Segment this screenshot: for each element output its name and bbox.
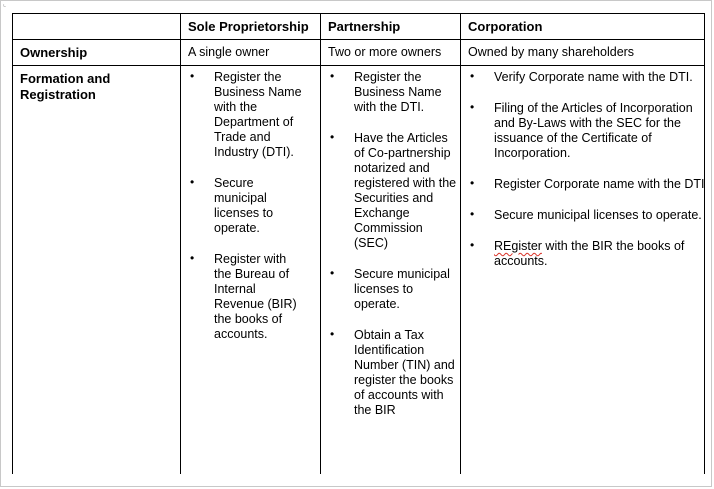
list-item-text: Register Corporate name with the DTI xyxy=(494,177,705,191)
list-item xyxy=(188,252,320,342)
list-item-text: Register with the Bureau of Internal Revenue (BIR) the books of accounts. xyxy=(214,252,297,341)
list-item xyxy=(468,177,704,192)
corporation-requirements-list xyxy=(468,66,704,269)
list-item xyxy=(188,70,320,160)
bullet-icon: • xyxy=(190,251,195,265)
list-item xyxy=(328,328,460,418)
bullet-icon: • xyxy=(330,327,335,341)
misspelled-word: REgister xyxy=(494,239,542,253)
bullet-icon: • xyxy=(470,207,475,221)
list-item xyxy=(468,239,704,269)
formation-corporation-cell xyxy=(461,66,705,475)
list-item-text: Obtain a Tax Identification Number (TIN) and register the books of accounts with the BIR xyxy=(354,328,455,417)
formation-row xyxy=(13,66,705,475)
list-item-text: Register the Business Name with the Department of Trade and Industry (DTI). xyxy=(214,70,302,159)
list-item-text xyxy=(494,239,708,269)
ownership-label-cell xyxy=(13,40,181,66)
bullet-icon: • xyxy=(190,175,195,189)
bullet-icon: • xyxy=(470,176,475,190)
bullet-icon: • xyxy=(330,266,335,280)
header-row xyxy=(13,14,705,40)
formation-partnership-cell xyxy=(321,66,461,475)
ownership-label: Ownership xyxy=(20,45,88,60)
bullet-icon: • xyxy=(470,238,475,252)
bullet-icon: • xyxy=(470,100,475,114)
formation-sole-cell xyxy=(181,66,321,475)
ownership-partnership-cell: Two or more owners xyxy=(321,40,461,66)
list-item-text: Verify Corporate name with the DTI. xyxy=(494,70,693,84)
list-item-text: Secure municipal licenses to operate. xyxy=(214,176,274,235)
ownership-corporation-cell: Owned by many shareholders xyxy=(461,40,705,66)
list-item xyxy=(328,131,460,251)
bullet-icon: • xyxy=(190,69,195,83)
header-cell-sole-proprietorship: Sole Proprietorship xyxy=(181,14,321,40)
bullet-icon: • xyxy=(330,69,335,83)
list-item xyxy=(468,70,704,85)
corner-marker: ⌞ xyxy=(3,1,7,8)
list-item-text: Have the Articles of Co-partnership notarized and registered with the Securities and Exchange Commission (SEC) xyxy=(354,131,457,250)
list-item xyxy=(468,101,704,161)
bullet-icon: • xyxy=(330,130,335,144)
bullet-icon: • xyxy=(470,69,475,83)
list-item-text-rest: with the BIR the books of accounts. xyxy=(494,239,685,268)
list-item xyxy=(328,70,460,115)
list-item-text: Register the Business Name with the DTI. xyxy=(354,70,442,114)
ownership-row xyxy=(13,40,705,66)
formation-label: Formation and Registration xyxy=(20,71,111,102)
header-cell-partnership: Partnership xyxy=(321,14,461,40)
list-item-text: Filing of the Articles of Incorporation and By-Laws with the SEC for the issuance of the Certificate of Incorporation. xyxy=(494,101,693,160)
list-item xyxy=(188,176,320,236)
ownership-sole-cell: A single owner xyxy=(181,40,321,66)
partnership-requirements-list xyxy=(328,66,460,418)
header-cell-empty xyxy=(13,14,181,40)
list-item-text: Secure municipal licenses to operate. xyxy=(494,208,702,222)
comparison-table xyxy=(12,13,705,474)
sole-requirements-list xyxy=(188,66,320,342)
header-cell-corporation: Corporation xyxy=(461,14,705,40)
list-item-text: Secure municipal licenses to operate. xyxy=(354,267,450,311)
list-item xyxy=(328,267,460,312)
formation-label-cell xyxy=(13,66,181,475)
list-item xyxy=(468,208,704,223)
